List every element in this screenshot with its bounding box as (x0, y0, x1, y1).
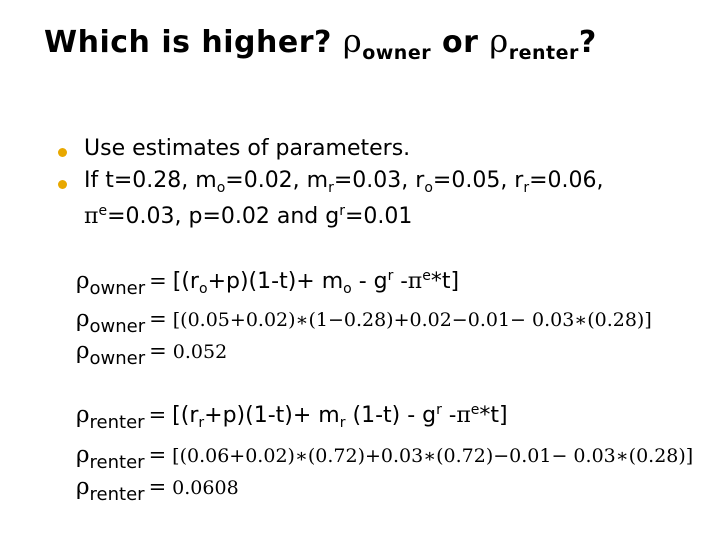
equals: = (149, 339, 167, 363)
renter-substitution-value: [(0.06+0.02)∗(0.72)+0.03∗(0.72)−0.01− 0.03∗(0.28)] (172, 445, 694, 467)
text: =0.03, r (333, 168, 425, 193)
sub-owner: owner (89, 348, 146, 369)
text: =0.01 (345, 204, 413, 229)
text: -π (393, 269, 423, 294)
text: =0.02, m (225, 168, 329, 193)
rho-symbol: ρ (342, 22, 363, 60)
sup: r (339, 203, 345, 219)
renter-result-value: 0.0608 (172, 477, 239, 499)
renter-substitution (76, 442, 693, 473)
rho-symbol: ρ (76, 442, 90, 468)
sub: r (523, 180, 530, 196)
equals: = (149, 269, 167, 293)
sub: o (216, 180, 226, 196)
renter-result (76, 474, 239, 505)
title-or: or (442, 25, 479, 60)
title-text: Which is higher? (44, 25, 332, 60)
owner-result (76, 338, 227, 369)
sub-owner: owner (89, 278, 146, 299)
bullet-2 (84, 168, 604, 196)
sub: o (198, 281, 208, 297)
bullet-2-continued (84, 203, 412, 229)
sub: r (198, 415, 205, 431)
rho-symbol: ρ (76, 338, 90, 364)
sub: o (343, 281, 352, 297)
rho-symbol: ρ (76, 268, 90, 294)
rho-symbol: ρ (489, 22, 509, 60)
rho-symbol: ρ (76, 474, 90, 500)
bullet-dot (58, 180, 67, 189)
text: [(r (172, 269, 199, 294)
equals: = (149, 307, 167, 331)
text: =0.03, p=0.02 and g (107, 204, 340, 229)
owner-result-value: 0.052 (172, 341, 228, 363)
pi-symbol: π (84, 204, 99, 229)
owner-substitution-value: [(0.05+0.02)∗(1−0.28)+0.02−0.01− 0.03∗(0.28)] (172, 309, 652, 331)
renter-formula (76, 402, 508, 433)
rho-symbol: ρ (76, 306, 90, 332)
sub-owner: owner (89, 316, 146, 337)
text: (1-t) - g (345, 403, 437, 428)
text: =0.05, r (432, 168, 524, 193)
bullet-1 (84, 136, 410, 161)
owner-substitution (76, 306, 652, 337)
equals: = (148, 403, 167, 427)
text: +p)(1-t)+ m (207, 269, 344, 294)
sup: e (98, 203, 108, 219)
text: +p)(1-t)+ m (204, 403, 340, 428)
text: =0.06, (529, 168, 604, 193)
equals: = (148, 443, 167, 467)
title-sub-renter: renter (508, 42, 579, 64)
sup: e (422, 268, 431, 284)
bullet-1-text: Use estimates of parameters. (84, 136, 411, 161)
bullet-dot (58, 148, 67, 157)
sub-renter: renter (89, 484, 145, 505)
text: *t] (430, 269, 460, 294)
text: *t] (479, 403, 508, 428)
owner-formula (76, 268, 459, 299)
rho-symbol: ρ (76, 402, 90, 428)
sub-renter: renter (89, 452, 145, 473)
sub: o (424, 180, 433, 196)
sub-renter: renter (89, 412, 145, 433)
slide-title (44, 22, 597, 64)
sub: r (328, 180, 334, 196)
text: If t=0.28, m (84, 168, 217, 193)
text: -π (441, 403, 471, 428)
title-qmark: ? (578, 25, 597, 60)
text: [(r (172, 403, 199, 428)
title-sub-owner: owner (362, 42, 432, 64)
sup: r (436, 402, 442, 418)
sub: r (339, 415, 346, 431)
text: - g (351, 269, 388, 294)
sup: r (387, 268, 394, 284)
sup: e (470, 402, 480, 418)
equals: = (148, 475, 167, 499)
